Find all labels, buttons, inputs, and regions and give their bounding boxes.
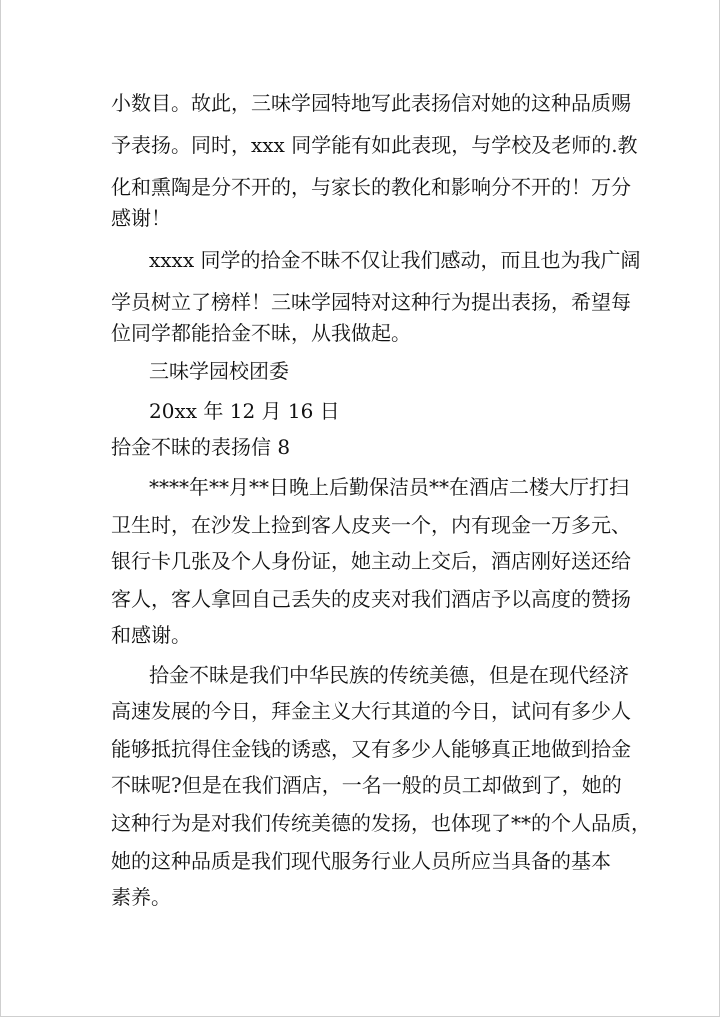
text-line: 予表扬。同时，xxx 同学能有如此表现，与学校及老师的.教 [111,133,638,157]
paragraph-first-line: ****年**月**日晚上后勤保洁员**在酒店二楼大厅打扫 [149,475,629,499]
section-heading: 拾金不昧的表扬信 8 [111,435,291,459]
signature-organization: 三味学园校团委 [149,359,289,383]
paragraph-first-line: xxxx 同学的拾金不昧不仅让我们感动，而且也为我广阔 [149,248,641,272]
text-line: 卫生时，在沙发上捡到客人皮夹一个，内有现金一万多元、 [111,513,631,537]
text-line: 银行卡几张及个人身份证，她主动上交后，酒店刚好送还给 [111,549,631,573]
text-line: 高速发展的今日，拜金主义大行其道的今日，试问有多少人 [111,699,631,723]
text-line: 感谢！ [111,206,171,230]
text-line: 学员树立了榜样！三味学园特对这种行为提出表扬，希望每 [111,290,631,314]
text-line: 小数目。故此，三味学园特地写此表扬信对她的这种品质赐 [111,91,631,115]
text-line: 不昧呢?但是在我们酒店，一名一般的员工却做到了，她的 [111,773,622,797]
text-line: 素养。 [111,885,171,909]
text-line: 客人，客人拿回自己丢失的皮夹对我们酒店予以高度的赞扬 [111,587,631,611]
text-line: 她的这种品质是我们现代服务行业人员所应当具备的基本 [111,849,611,873]
text-line: 能够抵抗得住金钱的诱惑，又有多少人能够真正地做到拾金 [111,737,631,761]
text-line: 化和熏陶是分不开的，与家长的教化和影响分不开的！万分 [111,175,631,199]
text-line: 和感谢。 [111,623,191,647]
signature-date: 20xx 年 12 月 16 日 [149,399,340,423]
paragraph-first-line: 拾金不昧是我们中华民族的传统美德，但是在现代经济 [149,663,629,687]
text-line: 这种行为是对我们传统美德的发扬，也体现了**的个人品质， [111,811,651,835]
text-line: 位同学都能拾金不昧，从我做起。 [111,321,411,345]
